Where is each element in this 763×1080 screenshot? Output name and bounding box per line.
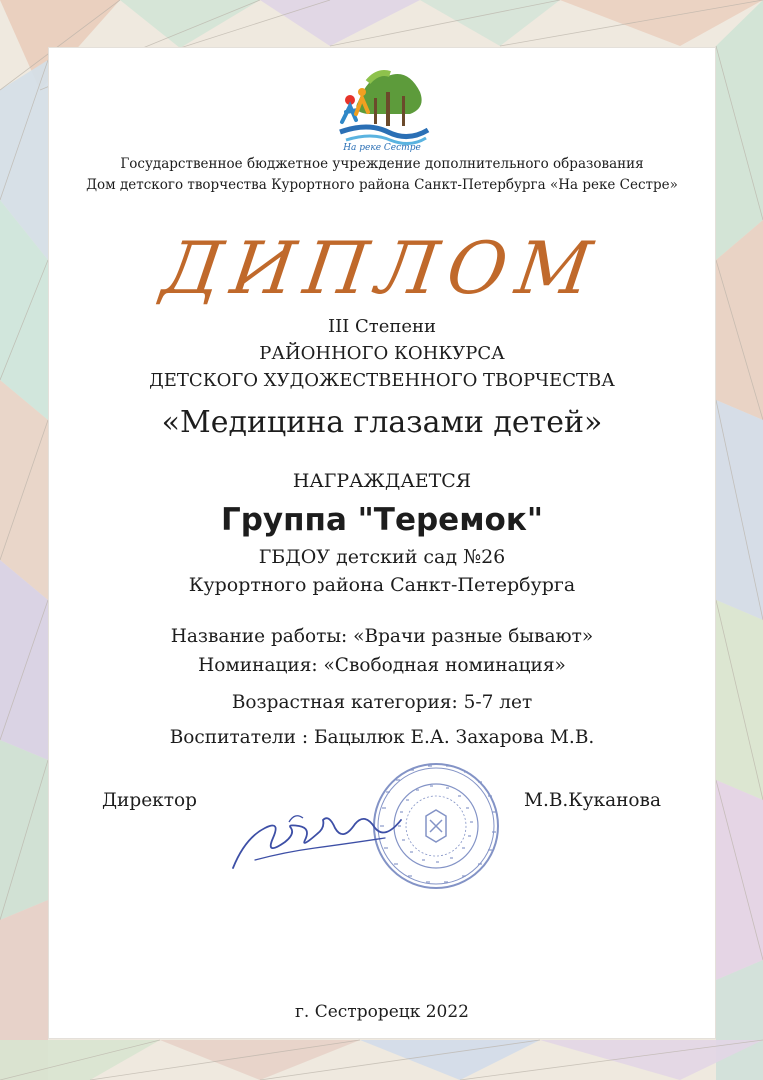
recipient-name: Группа "Теремок" [220,502,544,538]
diploma-title: ДИПЛОМ [157,226,607,310]
contest-line-2: ДЕТСКОГО ХУДОЖЕСТВЕННОГО ТВОРЧЕСТВА [149,370,615,391]
footer-place-year: г. Сестрорецк 2022 [295,1002,469,1022]
awarded-label: НАГРАЖДАЕТСЯ [292,470,472,492]
teachers: Воспитатели : Бацылюк Е.А. Захарова М.В. [169,727,595,748]
signatory-role: Директор [102,790,197,811]
contest-name: «Медицина глазами детей» [161,405,603,440]
work-title: Название работы: «Врачи разные бывают» [170,626,594,647]
contest-line-1: РАЙОННОГО КОНКУРСА [259,343,505,364]
nomination: Номинация: «Свободная номинация» [198,655,566,676]
signatory-name: М.В.Куканова [524,790,662,811]
director-signature [225,798,405,878]
organization-line-2: Дом детского творчества Курортного района Санкт-Петербурга «На реке Сестре» [86,177,678,193]
degree: III Степени [327,316,437,337]
age-category: Возрастная категория: 5-7 лет [231,692,533,713]
institution-line-2: Курортного района Санкт-Петербурга [188,574,576,596]
institution-line-1: ГБДОУ детский сад №26 [258,546,506,568]
organization-line-1: Государственное бюджетное учреждение дополнительного образования [120,156,644,172]
logo-caption: На реке Сестре [343,143,421,153]
organization-logo [328,62,436,154]
